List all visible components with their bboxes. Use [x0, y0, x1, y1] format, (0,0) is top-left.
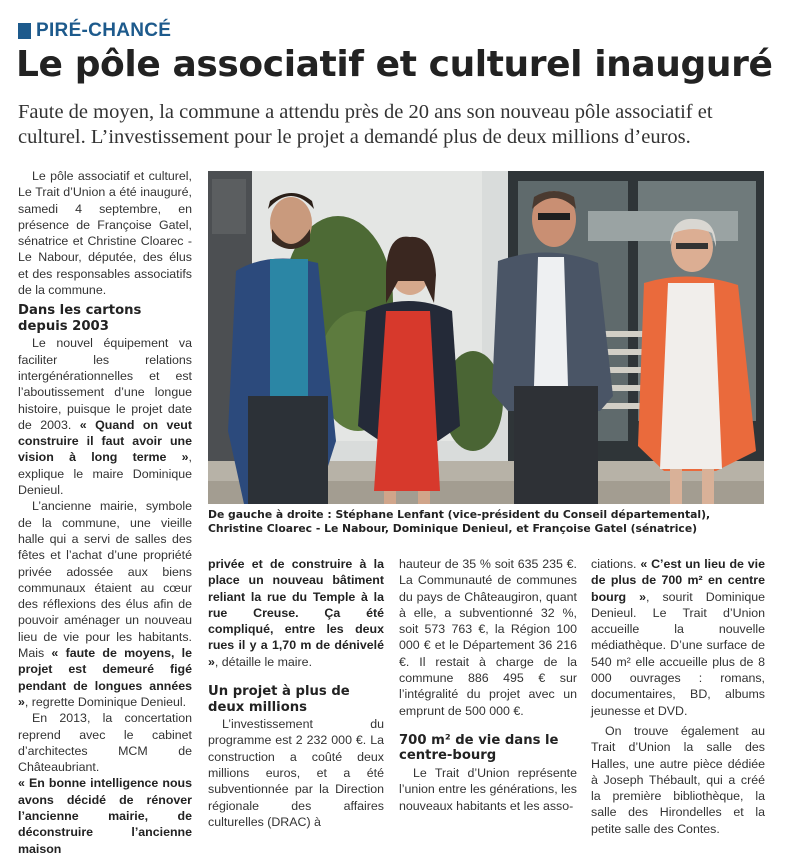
chapo: Faute de moyen, la commune a attendu près de 20 ans son nouveau pôle associatif et culturel. L’investissement pour le projet a demandé plus de deux millions d’euros.: [18, 101, 713, 148]
paragraph: [18, 775, 192, 856]
kicker-text: PIRÉ-CHANCÉ: [36, 20, 172, 41]
article-column-4: [591, 556, 765, 837]
paragraph: En 2013, la concertation reprend avec le cabinet d’architectes MCM de Châteaubriant.: [18, 711, 192, 775]
paragraph: ciations. « C’est un lieu de vie de plus de 700 m² en centre bourg », sourit Dominique Denieul. Le Trait d’Union accueille la nouvelle médiathèque. D’une surface de 540 m² elle accueille plus de 8 000 ouvrages : romans, documentaires, BD, albums jeunesse et DVD.: [591, 557, 765, 718]
paragraph: L’ancienne mairie, symbole de la commune, une vieille halle qui a servi de salles des fêtes et l’achat d’une propriété privée adossée aux biens communaux étaient au cœur des réflexions des élus afin de pouvoir aménager un nouveau lieu de vie pour les habitants. Mais « faute de moyens, le projet est demeuré figé pendant de longues années », regrette Dominique Denieul.: [18, 499, 192, 709]
paragraph: On trouve également au Trait d’Union la salle des Halles, une autre pièce dédiée à Joseph Thébault, qui a créé la première bibliothèque, la salle des Hirondelles et la petite salle des Contes.: [591, 723, 765, 836]
subheading-700m2: 700 m² de vie dans le centre-bourg: [399, 732, 559, 764]
quote: « faute de moyens, le projet est demeuré figé pendant de longues années »: [18, 646, 192, 709]
paragraph: privée et de construire à la place un nouveau bâtiment reliant la rue du Temple à la rue Creuse. Ça été compliqué, entre les deux rues il y a 1,70 m de dénivelé », détaille le maire.: [208, 557, 384, 669]
headline: Le pôle associatif et culturel inauguré: [16, 44, 773, 85]
kicker: [18, 20, 171, 42]
article-column-2: [208, 556, 384, 830]
quote: « En bonne intelligence nous avons décidé de rénover l’ancienne mairie, de déconstruire l’ancienne maison: [18, 776, 192, 856]
paragraph: Le nouvel équipement va faciliter les relations intergénérationnelles et est l’aboutissement d’une longue histoire, puisque le projet date de 2003. « Quand on veut construire il faut avoir une vision à long terme », explique le maire Dominique Denieul.: [18, 336, 192, 498]
paragraph: hauteur de 35 % soit 635 235 €. La Communauté de communes du pays de Châteaugiron, quant à elle, a subventionné 32 %, soit 573 763 €, la Région 100 000 € et le Département 36 216 €. Il restait à charge de la commune 886 495 € sur l’intégralité du projet avec un emprunt de 500 000 €.: [399, 557, 577, 718]
quote: privée et de construire à la place un nouveau bâtiment reliant la rue du Temple à la rue Creuse. Ça été compliqué, entre les deux rues il y a 1,70 m de dénivelé »: [208, 557, 384, 669]
article-column-1: [18, 168, 192, 857]
subheading-projet: Un projet à plus de deux millions: [208, 684, 350, 715]
paragraph: L’investissement du programme est 2 232 000 €. La construction a coûté deux millions euros, et a été subventionnée par la Direction régionale des affaires culturelles (DRAC) à: [208, 717, 384, 829]
photo-caption: De gauche à droite : Stéphane Lenfant (vice-président du Conseil départemental), Christine Cloarec - Le Nabour, Dominique Denieul, et Françoise Gatel (sénatrice): [208, 508, 711, 535]
event-photo: [208, 171, 764, 504]
photo-illustration: [208, 171, 764, 504]
article-column-3: [399, 556, 577, 814]
quote: « Quand on veut construire il faut avoir une vision à long terme »: [18, 417, 192, 465]
paragraph: Le pôle associatif et culturel, Le Trait d’Union a été inauguré, samedi 4 septembre, en présence de Françoise Gatel, sénatrice et Christine Cloarec - Le Nabour, députée, des élus et des responsables associatifs de la commune.: [18, 169, 192, 298]
quote: « C’est un lieu de vie de plus de 700 m² en centre bourg »: [591, 557, 765, 604]
paragraph: Le Trait d’Union représente l’union entre les générations, les nouveaux habitants et les asso-: [399, 765, 577, 813]
kicker-square: [18, 23, 31, 39]
subheading-cartons: Dans les cartons depuis 2003: [18, 303, 142, 334]
